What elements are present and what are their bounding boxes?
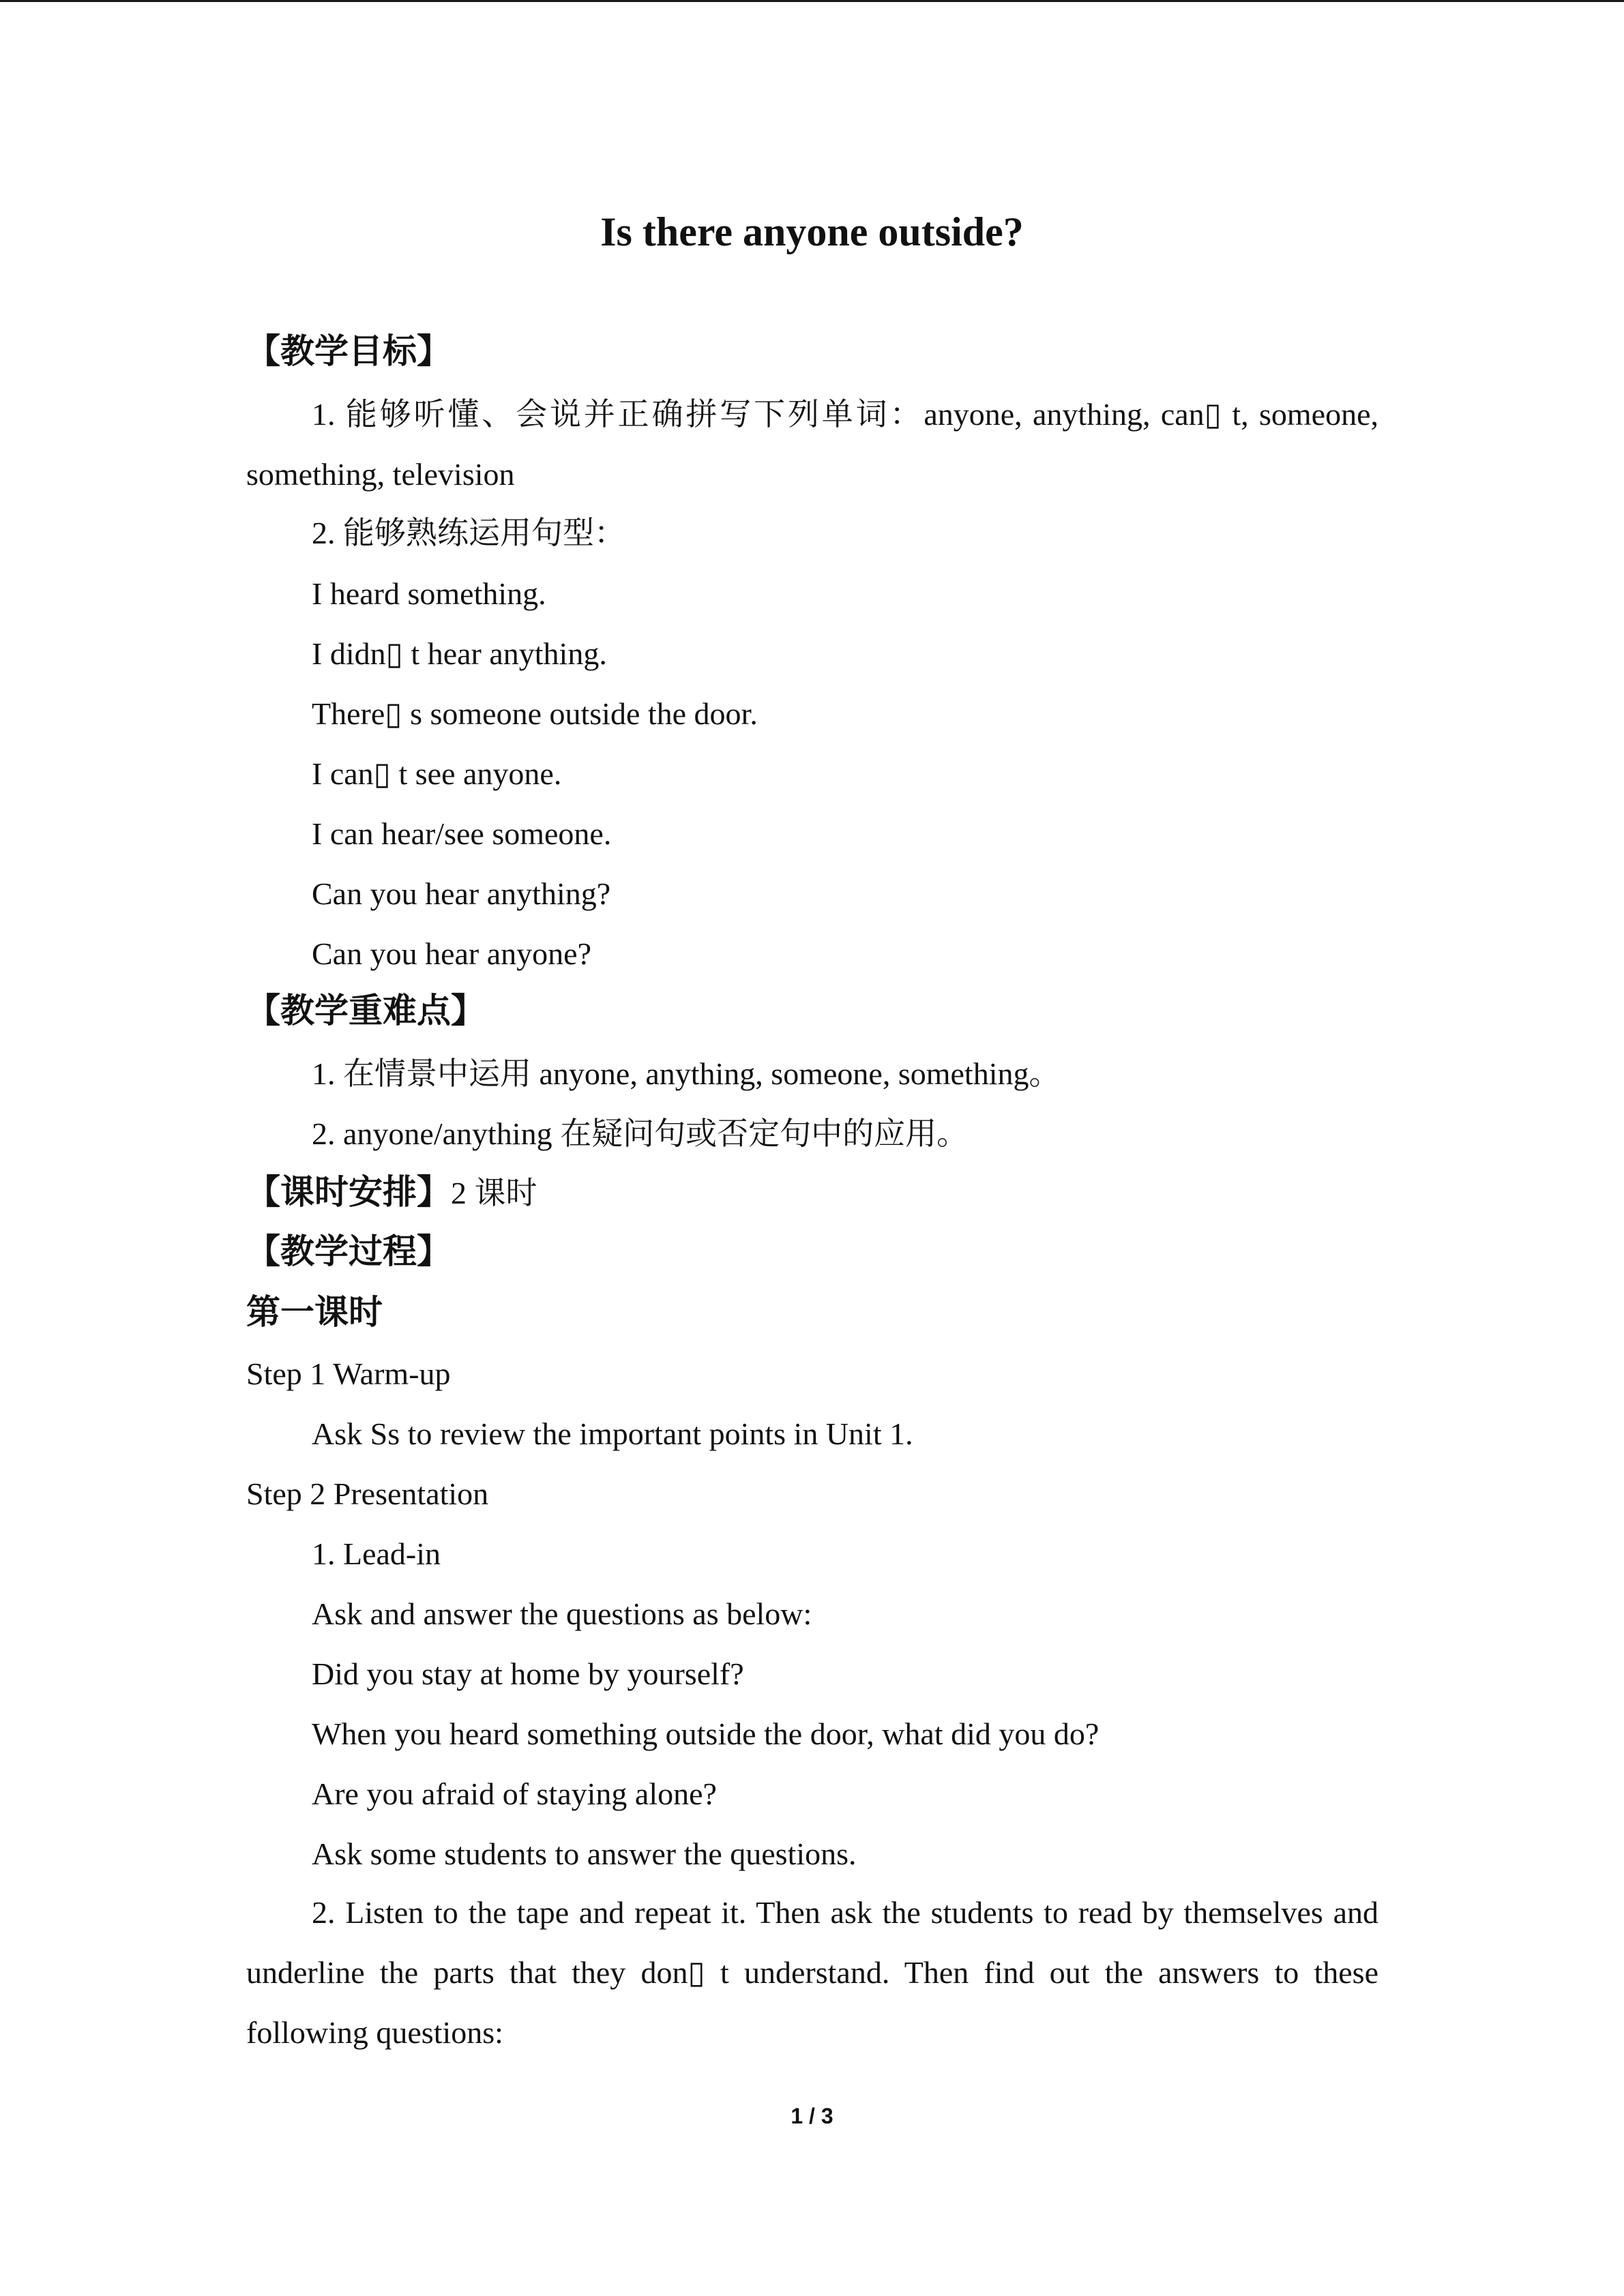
objectives-item-1: 1. 能够听懂、会说并正确拼写下列单词：anyone, anything, can▯ t, someone, something, television (246, 397, 1378, 492)
step2-title: Step 2 Presentation (246, 1476, 489, 1511)
sentence-5: I can hear/see someone. (312, 816, 612, 851)
sentence-2: I didn▯ t hear anything. (312, 636, 607, 671)
sentence-7: Can you hear anyone? (312, 936, 592, 971)
step1-text: Ask Ss to review the important points in Unit 1. (312, 1416, 913, 1451)
top-border-line (0, 0, 1624, 2)
sentence-3: There▯ s someone outside the door. (312, 696, 758, 731)
step2-line-3: When you heard something outside the door, what did you do? (312, 1716, 1099, 1751)
schedule-value: 2 课时 (451, 1176, 537, 1210)
step1-title: Step 1 Warm-up (246, 1356, 451, 1391)
key-point-1: 1. 在情景中运用 anyone, anything, someone, something。 (312, 1056, 1061, 1091)
key-points-heading: 【教学重难点】 (246, 991, 485, 1030)
sentence-6: Can you hear anything? (312, 876, 611, 911)
schedule-heading-label: 【课时安排】 (246, 1172, 451, 1212)
page-title: Is there anyone outside? (600, 209, 1024, 254)
step2-listen-paragraph: 2. Listen to the tape and repeat it. Then ask the students to read by themselves and underline the parts that they don▯ t understand. Then find out the answers to these following questions: (246, 1895, 1378, 2050)
objectives-item-2: 2. 能够熟练运用句型： (312, 516, 625, 550)
step2-line-1: Ask and answer the questions as below: (312, 1596, 812, 1631)
lesson-title: 第一课时 (246, 1292, 383, 1332)
step2-leadin: 1. Lead-in (312, 1536, 441, 1571)
objectives-heading: 【教学目标】 (246, 331, 451, 371)
key-point-2: 2. anyone/anything 在疑问句或否定句中的应用。 (312, 1116, 969, 1151)
step2-line-5: Ask some students to answer the questions. (312, 1836, 857, 1871)
page-number: 1 / 3 (791, 2104, 833, 2128)
schedule-heading (246, 1170, 537, 1215)
sentence-4: I can▯ t see anyone. (312, 756, 562, 791)
step2-line-2: Did you stay at home by yourself? (312, 1656, 744, 1691)
step2-line-4: Are you afraid of staying alone? (312, 1776, 717, 1811)
sentence-1: I heard something. (312, 576, 546, 611)
process-heading: 【教学过程】 (246, 1232, 451, 1271)
